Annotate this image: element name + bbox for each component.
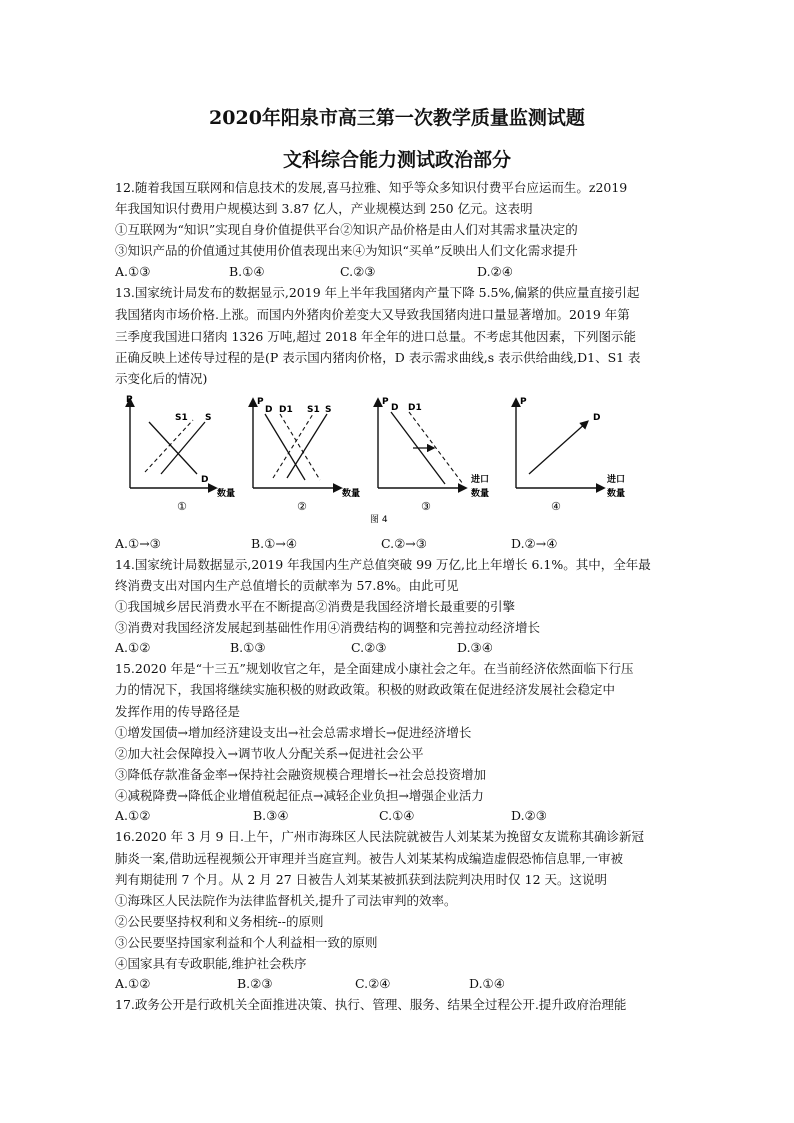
q14-option-c: C.②③ — [351, 640, 387, 655]
curve-label: D1 — [279, 405, 293, 415]
q16-stem-line: 16.2020 年 3 月 9 日.上午，广州市海珠区人民法院就被告人刘某某为挽留女友谎称其确诊新冠 — [115, 829, 644, 844]
x-axis-label: 数量 — [217, 489, 236, 499]
q12-option-d: D.②④ — [477, 264, 513, 279]
panel-number: ④ — [551, 500, 561, 513]
q15-statement: ③降低存款准备金率→保持社会融资规模合理增长→社会总投资增加 — [115, 767, 486, 782]
curve-label: D — [593, 413, 601, 423]
curve-s — [161, 422, 205, 474]
supply-demand-diagrams — [115, 392, 645, 527]
q13-option-a: A.①→③ — [115, 536, 161, 551]
q13-option-d: D.②→④ — [511, 536, 558, 551]
curve-d — [149, 422, 197, 474]
q16-option-a: A.①② — [115, 976, 151, 991]
q15-option-d: D.②③ — [511, 808, 547, 823]
curve-label: S1 — [307, 405, 320, 415]
diagram-panel-1 — [126, 395, 235, 513]
curve-d-arrow — [529, 422, 587, 474]
panel-number: ① — [177, 500, 187, 513]
x-axis-label-top: 进口 — [471, 475, 490, 485]
q14-statement: ③消费对我国经济发展起到基础性作用④消费结构的调整和完善拉动经济增长 — [115, 620, 541, 635]
q13-stem-line: 三季度我国进口猪肉 1326 万吨,超过 2018 年全年的进口总量。不考虑其他因素，下列图示能 — [115, 329, 636, 344]
q12-option-c: C.②③ — [340, 264, 376, 279]
exam-title: 2020年阳泉市高三第一次教学质量监测试题 — [209, 107, 585, 129]
diagram-panel-4 — [516, 397, 625, 513]
q16-statement: ③公民要坚持国家利益和个人利益相一致的原则 — [115, 935, 378, 950]
exam-subtitle: 文科综合能力测试政治部分 — [282, 149, 511, 171]
curve-label: S — [325, 405, 332, 415]
curve-label: S1 — [175, 413, 188, 423]
q15-statement: ①增发国债→增加经济建设支出→社会总需求增长→促进经济增长 — [115, 725, 472, 740]
diagram-panel-2 — [253, 397, 360, 513]
figure-caption: 图 4 — [370, 515, 388, 525]
q13-option-b: B.①→④ — [251, 536, 298, 551]
panel-number: ③ — [421, 500, 431, 513]
q12-option-b: B.①④ — [229, 264, 265, 279]
q14-statement: ①我国城乡居民消费水平在不断提高②消费是我国经济增长最重要的引擎 — [115, 599, 516, 614]
q15-option-b: B.③④ — [253, 808, 289, 823]
q15-statement: ④减税降费→降低企业增值税起征点→减轻企业负担→增强企业活力 — [115, 788, 484, 803]
q14-option-a: A.①② — [115, 640, 151, 655]
y-axis-label: P — [126, 395, 133, 405]
q12-stem-line: 12.随着我国互联网和信息技术的发展,喜马拉雅、知乎等众多知识付费平台应运而生。z2019 — [115, 180, 628, 195]
q15-option-a: A.①② — [115, 808, 151, 823]
q14-option-d: D.③④ — [457, 640, 493, 655]
q14-stem-line: 14.国家统计局数据显示,2019 年我国内生产总值突破 99 万亿,比上年增长 6.1%。其中，全年最 — [115, 557, 651, 572]
y-axis-label: P — [257, 397, 264, 407]
q13-stem-line: 我国猪肉市场价格.上涨。而国内外猪肉价差变大又导致我国猪肉进口量显著增加。2019 年第 — [115, 307, 630, 322]
y-axis-label: P — [520, 397, 527, 407]
q12-option-a: A.①③ — [115, 264, 151, 279]
q16-statement: ①海珠区人民法院作为法律监督机关,提升了司法审判的效率。 — [115, 893, 457, 908]
curve-label: D — [391, 403, 399, 413]
q15-statement: ②加大社会保障投入→调节收人分配关系→促进社会公平 — [115, 746, 424, 761]
x-axis-label: 数量 — [471, 489, 490, 499]
q16-option-c: C.②④ — [355, 976, 391, 991]
q12-statement: ①互联网为“知识”实现自身价值提供平台②知识产品价格是由人们对其需求量决定的 — [115, 222, 578, 237]
q17-stem-line: 17.政务公开是行政机关全面推进决策、执行、管理、服务、结果全过程公开.提升政府治理能 — [115, 997, 627, 1012]
x-axis-label: 数量 — [607, 489, 626, 499]
q16-option-d: D.①④ — [469, 976, 505, 991]
curve-label: D1 — [408, 403, 422, 413]
panel-number: ② — [297, 500, 307, 513]
q13-stem-line: 示变化后的情况) — [115, 371, 208, 386]
q16-stem-line: 判有期徒刑 7 个月。从 2 月 27 日被告人刘某某被抓获到法院判决用时仅 12 天。这说明 — [115, 872, 608, 887]
curve-d — [265, 414, 305, 480]
q12-stem-line: 年我国知识付费用户规模达到 3.87 亿人，产业规模达到 250 亿元。这表明 — [115, 201, 533, 216]
figure-4 — [115, 392, 645, 527]
q12-statement: ③知识产品的价值通过其使用价值表现出来④为知识“买单”反映出人们文化需求提升 — [115, 243, 578, 258]
q13-stem-line: 正确反映上述传导过程的是(P 表示国内猪肉价格，D 表示需求曲线,s 表示供给曲线,D1、S1 表 — [115, 350, 641, 365]
curve-label: S — [205, 413, 212, 423]
y-axis-label: P — [382, 397, 389, 407]
curve-label: D — [265, 405, 273, 415]
q15-stem-line: 15.2020 年是“十三五”规划收官之年，是全面建成小康社会之年。在当前经济依然面临下行压 — [115, 661, 634, 676]
x-axis-label: 数量 — [342, 489, 361, 499]
q16-statement: ④国家具有专政职能,维护社会秩序 — [115, 956, 307, 971]
q16-option-b: B.②③ — [237, 976, 273, 991]
q15-option-c: C.①④ — [379, 808, 415, 823]
q14-option-b: B.①③ — [230, 640, 266, 655]
q15-stem-line: 力的情况下，我国将继续实施积极的财政政策。积极的财政政策在促进经济发展社会稳定中 — [115, 682, 616, 697]
q14-stem-line: 终消费支出对国内生产总值增长的贡献率为 57.8%。由此可见 — [115, 578, 459, 593]
q16-statement: ②公民要坚持权利和义务相统--的原则 — [115, 914, 324, 929]
curve-d1 — [280, 414, 320, 480]
diagram-panel-3 — [378, 397, 489, 513]
q16-stem-line: 肺炎一案,借助远程视频公开审理并当庭宣判。被告人刘某某构成编造虚假恐怖信息罪,一审被 — [115, 851, 623, 866]
x-axis-label-top: 进口 — [607, 475, 626, 485]
q13-stem-line: 13.国家统计局发布的数据显示,2019 年上半年我国猪肉产量下降 5.5%,偏紧的供应量直接引起 — [115, 285, 640, 300]
q15-stem-line: 发挥作用的传导路径是 — [115, 704, 241, 719]
q13-option-c: C.②→③ — [381, 536, 427, 551]
curve-label: D — [201, 475, 209, 485]
